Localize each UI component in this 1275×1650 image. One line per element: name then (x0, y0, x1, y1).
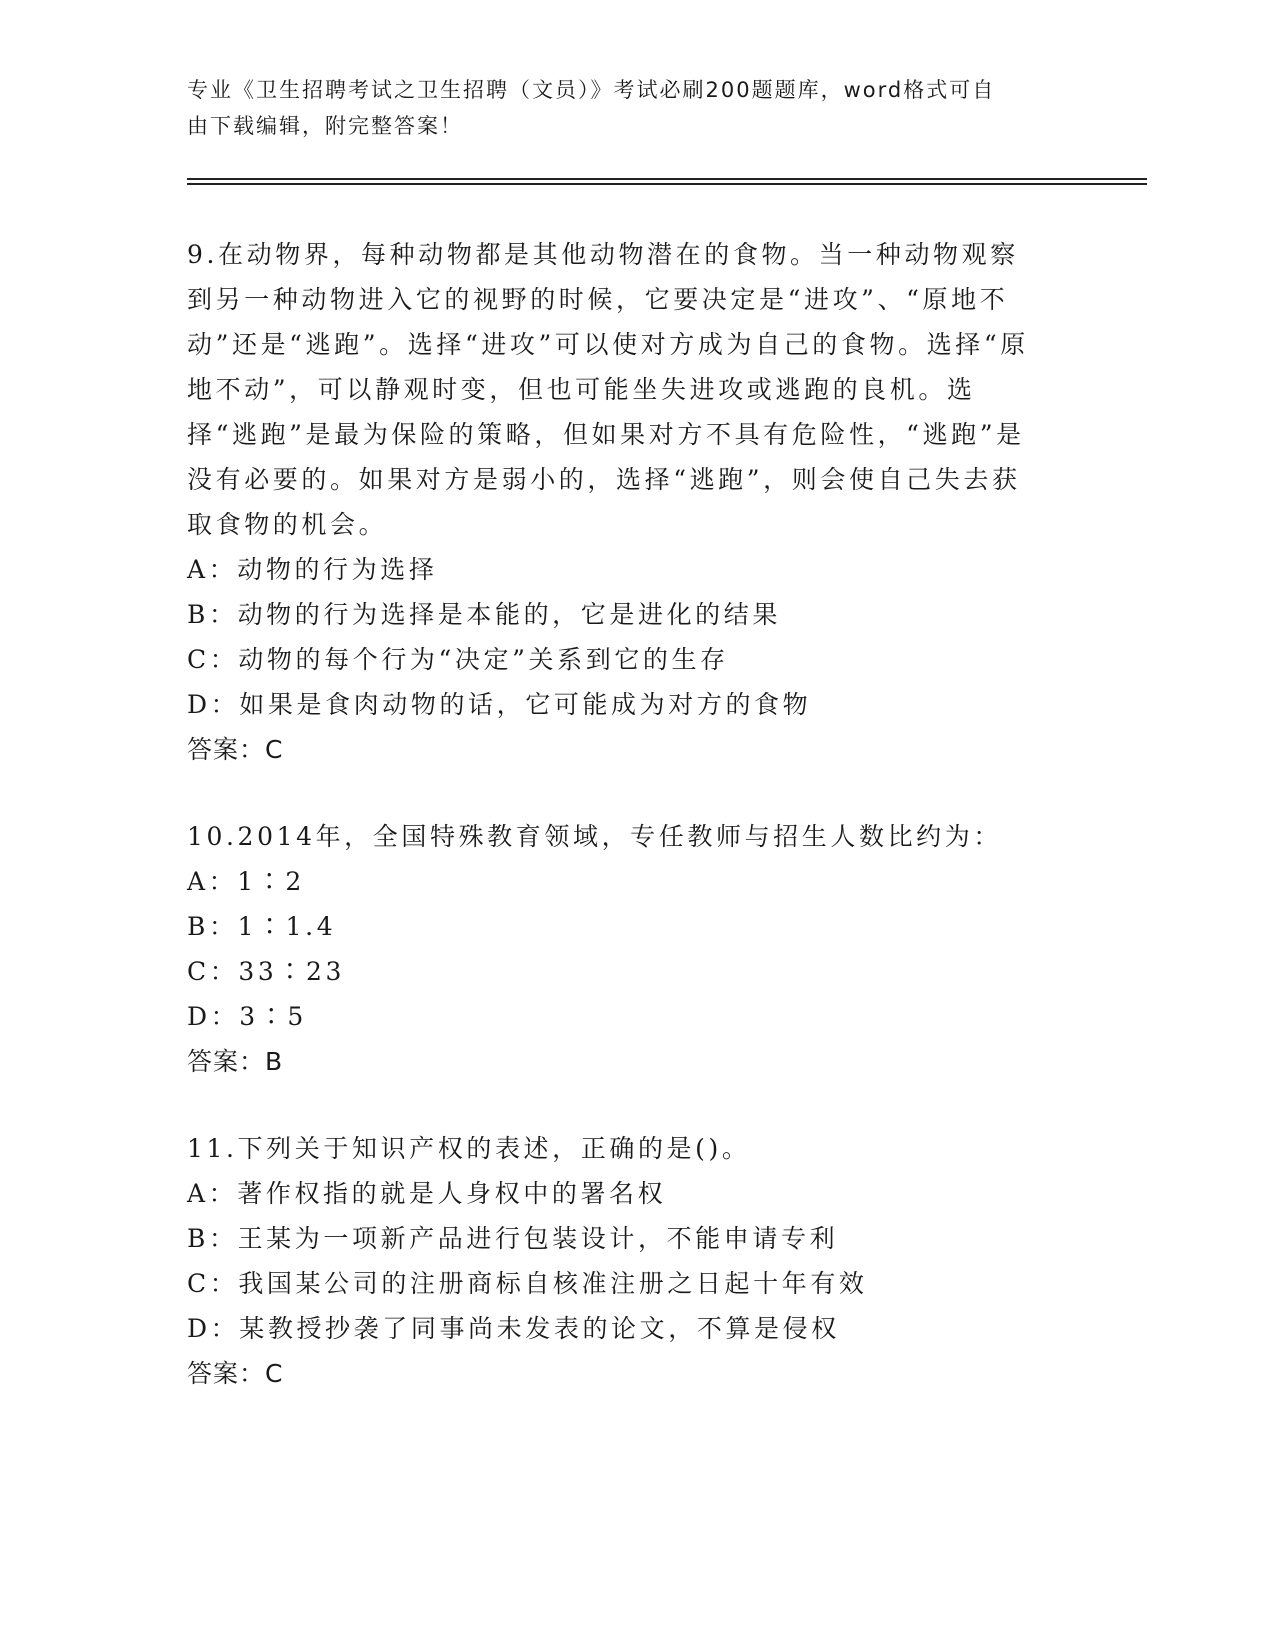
answer: 答案：C (187, 735, 284, 764)
question-11 (187, 1126, 1047, 1396)
question-10 (187, 814, 1047, 1084)
document-header (187, 72, 1067, 144)
header-divider-bottom (187, 183, 1147, 185)
option-a: A：1∶2 (187, 867, 305, 896)
question-text: 9.在动物界，每种动物都是其他动物潜在的食物。当一种动物观察到另一种动物进入它的视野的时候，它要决定是“进攻”、“原地不动”还是“逃跑”。选择“进攻”可以使对方成为自己的食物。选择“原地不动”，可以静观时变，但也可能坐失进攻或逃跑的良机。选择“逃跑”是最为保险的策略，但如果对方不具有危险性，“逃跑”是没有必要的。如果对方是弱小的，选择“逃跑”，则会使自己失去获取食物的机会。 (187, 240, 1029, 539)
option-b: B：1∶1.4 (187, 912, 337, 941)
option-c: C：我国某公司的注册商标自核准注册之日起十年有效 (187, 1269, 868, 1298)
option-c: C：33∶23 (187, 957, 345, 986)
header-line-1: 专业《卫生招聘考试之卫生招聘（文员）》考试必刷200题题库，word格式可自 (187, 78, 996, 102)
answer: 答案：C (187, 1359, 284, 1388)
option-b: B：动物的行为选择是本能的，它是进化的结果 (187, 600, 781, 629)
option-a: A：著作权指的就是人身权中的署名权 (187, 1179, 667, 1208)
option-b: B：王某为一项新产品进行包装设计，不能申请专利 (187, 1224, 839, 1253)
question-list (187, 232, 1047, 1438)
option-d: D：某教授抄袭了同事尚未发表的论文，不算是侵权 (187, 1314, 840, 1343)
question-9 (187, 232, 1047, 772)
header-line-2: 由下载编辑，附完整答案！ (187, 114, 463, 138)
answer: 答案：B (187, 1047, 284, 1076)
question-text: 11.下列关于知识产权的表述，正确的是()。 (187, 1134, 751, 1163)
question-text: 10.2014年，全国特殊教育领域，专任教师与招生人数比约为： (187, 822, 1002, 851)
header-divider-top (187, 178, 1147, 180)
option-a: A：动物的行为选择 (187, 555, 438, 584)
option-c: C：动物的每个行为“决定”关系到它的生存 (187, 645, 729, 674)
option-d: D：如果是食肉动物的话，它可能成为对方的食物 (187, 690, 812, 719)
option-d: D：3∶5 (187, 1002, 307, 1031)
